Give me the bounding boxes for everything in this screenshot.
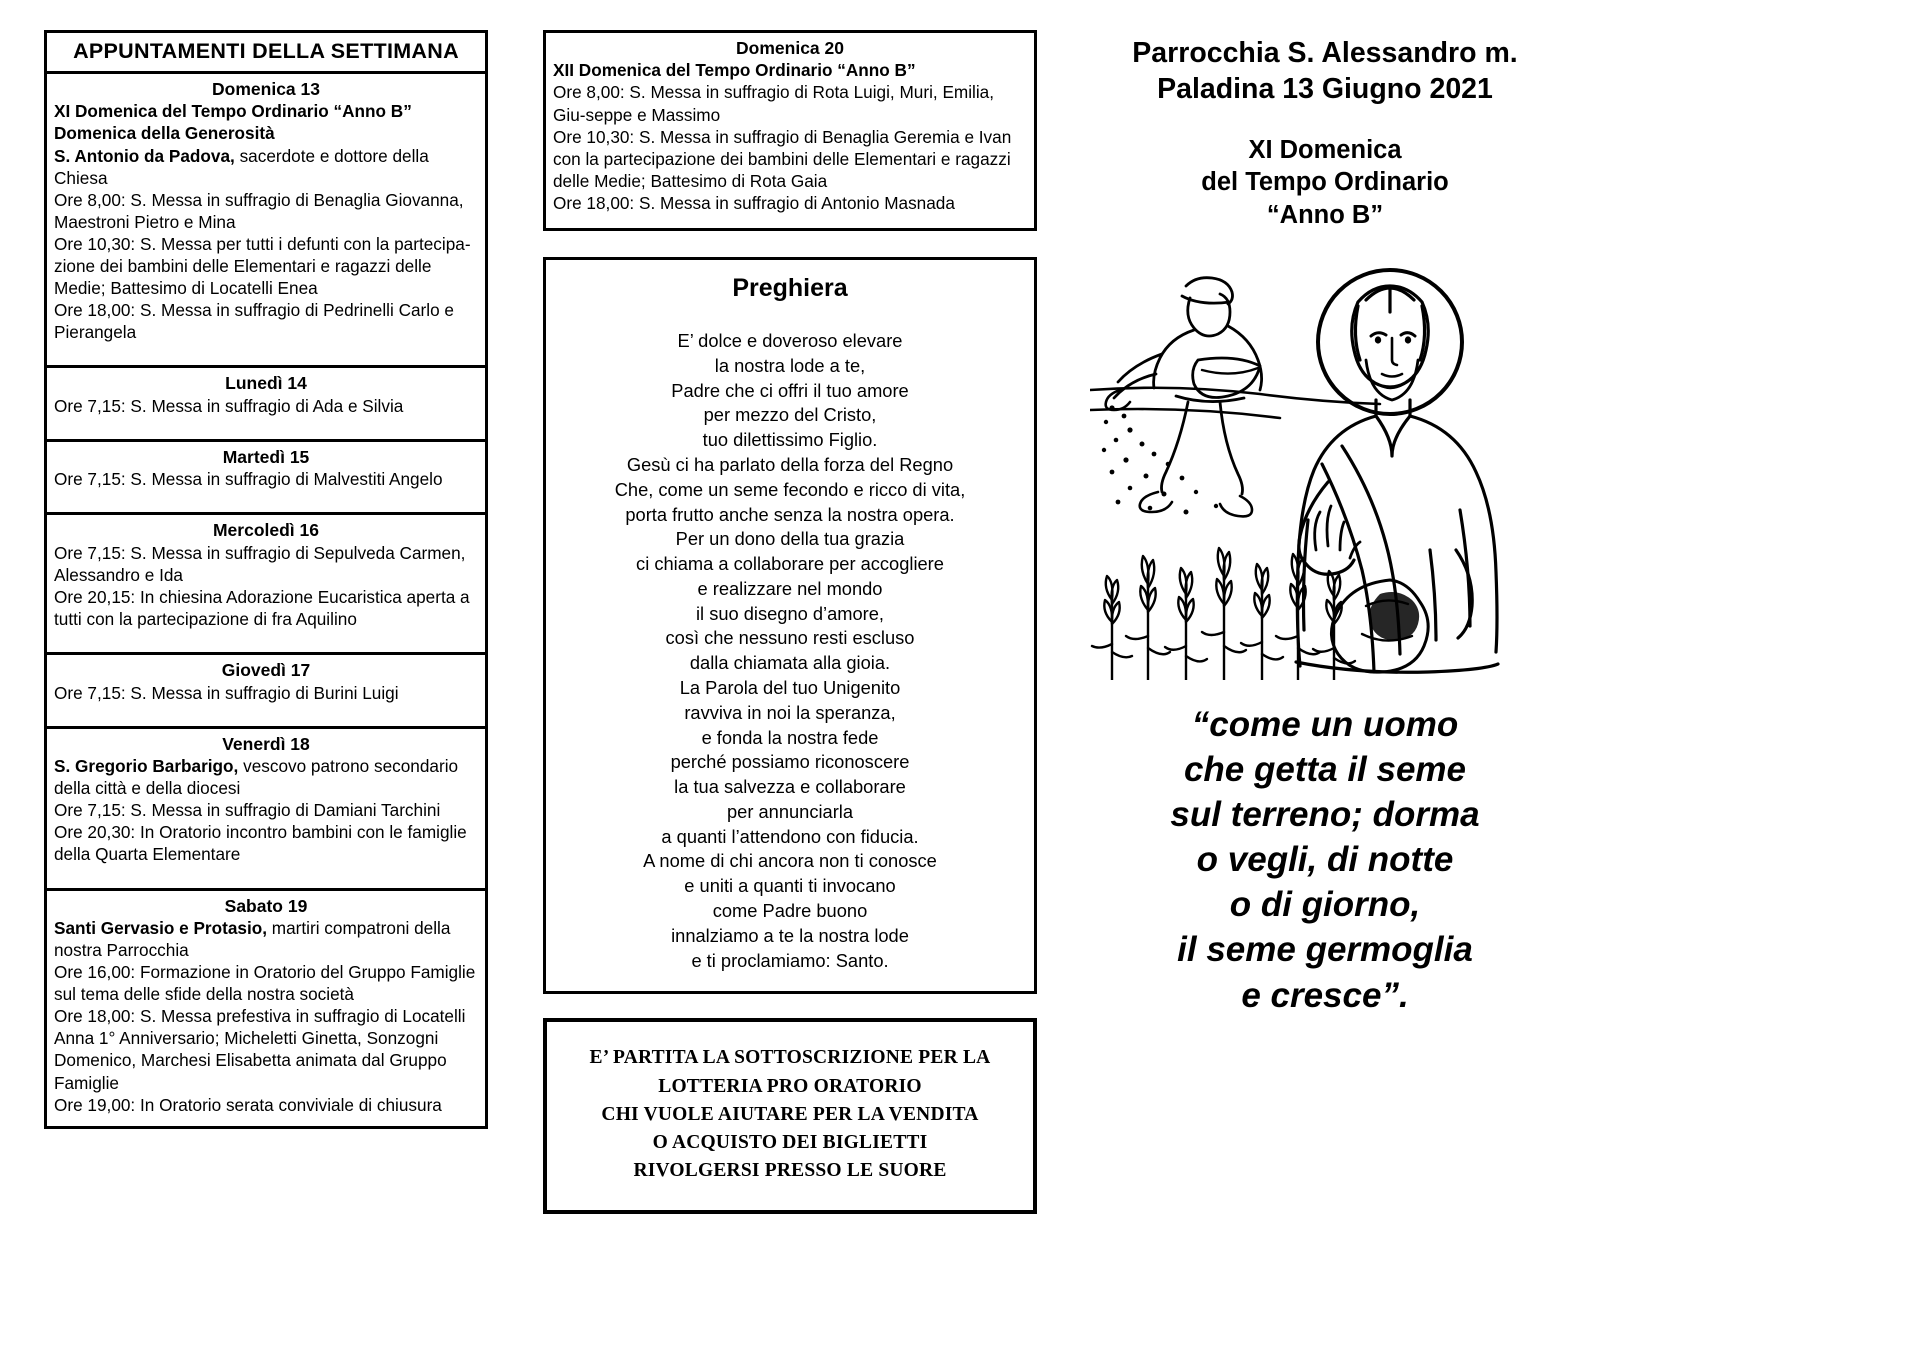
prayer-line: e ti proclamiamo: Santo.	[691, 949, 889, 971]
schedule-line: Ore 10,30: S. Messa per tutti i defunti con la partecipa-zione dei bambini delle Elementari e ragazzi delle Medie; Battesimo di Locatelli Enea	[54, 233, 471, 299]
next-sunday-name: Domenica 20	[736, 38, 844, 58]
schedule-day-block	[47, 655, 485, 728]
prayer-line: per annunciarla	[726, 800, 854, 822]
prayer-lines	[556, 329, 1024, 973]
sower-illustration	[1090, 250, 1560, 680]
schedule-line: Ore 18,00: S. Messa prefestiva in suffragio di Locatelli Anna 1° Anniversario; Micheletti Ginetta, Sonzogni Domenico, Marchesi Elisabetta animata dal Gruppo Famiglie	[54, 1006, 466, 1093]
prayer-line: per mezzo del Cristo,	[703, 404, 877, 426]
prayer-line: a quanti l’attendono con fiducia.	[661, 825, 919, 847]
quote-line: il seme germoglia	[1177, 930, 1473, 970]
schedule-day-name: Sabato 19	[224, 895, 308, 916]
sunday-title-line: del Tempo Ordinario	[1201, 168, 1449, 197]
schedule-days-container	[47, 74, 485, 1126]
schedule-line: Ore 10,30: S. Messa in suffragio di Benaglia Geremia e Ivan con la partecipazione dei bambini delle Elementari e ragazzi delle Medie; Battesimo di Rota Gaia	[553, 126, 1012, 191]
prayer-line: la nostra lode a te,	[714, 354, 866, 376]
gospel-quote	[1090, 702, 1560, 1018]
sunday-title-line: XI Domenica	[1248, 135, 1402, 164]
schedule-day-name: Venerdì 18	[222, 733, 310, 754]
saint-name: Santi Gervasio e Protasio,	[54, 917, 268, 938]
schedule-day-name: Domenica 13	[212, 79, 320, 99]
schedule-day-name: Martedì 15	[222, 446, 310, 467]
schedule-line: XII Domenica del Tempo Ordinario “Anno B”	[553, 60, 916, 81]
prayer-line: ravviva in noi la speranza,	[684, 701, 896, 723]
lottery-notice-lines	[555, 1044, 1025, 1185]
schedule-line: Ore 8,00: S. Messa in suffragio di Benaglia Giovanna, Maestroni Pietro e Mina	[54, 189, 464, 232]
parish-title	[1090, 36, 1560, 108]
saint-name: S. Gregorio Barbarigo,	[54, 756, 239, 777]
lottery-notice-line: LOTTERIA PRO ORATORIO	[658, 1075, 922, 1097]
prayer-line: perché possiamo riconoscere	[670, 751, 910, 773]
schedule-line: S. Antonio da Padova, sacerdote e dottore della Chiesa	[54, 145, 429, 188]
schedule-day-block	[47, 729, 485, 891]
prayer-line: tuo dilettissimo Figlio.	[702, 429, 878, 451]
prayer-line: e fonda la nostra fede	[701, 726, 879, 748]
schedule-line: S. Gregorio Barbarigo, vescovo patrono secondario della città e della diocesi	[54, 756, 459, 799]
weekly-schedule-column	[44, 30, 488, 1129]
quote-line: sul terreno; dorma	[1170, 794, 1480, 834]
prayer-line: e uniti a quanti ti invocano	[684, 875, 896, 897]
quote-line: e cresce”.	[1241, 975, 1409, 1015]
sower-illustration-svg	[1090, 250, 1560, 680]
parish-title-line: Parrocchia S. Alessandro m.	[1132, 37, 1518, 69]
schedule-day-block	[47, 891, 485, 1126]
center-column	[543, 30, 1037, 1214]
schedule-line: Domenica della Generosità	[54, 123, 275, 144]
lottery-notice-line: E’ PARTITA LA SOTTOSCRIZIONE PER LA	[589, 1047, 991, 1069]
lottery-notice-line: RIVOLGERSI PRESSO LE SUORE	[633, 1160, 947, 1182]
schedule-line: Ore 20,30: In Oratorio incontro bambini con le famiglie della Quarta Elementare	[54, 822, 467, 865]
prayer-line: ci chiama a collaborare per accogliere	[636, 553, 944, 575]
schedule-line: Ore 8,00: S. Messa in suffragio di Rota Luigi, Muri, Emilia, Giu-seppe e Massimo	[553, 82, 995, 125]
prayer-line: il suo disegno d’amore,	[696, 602, 884, 624]
schedule-line: Ore 7,15: S. Messa in suffragio di Burini Luigi	[54, 682, 399, 703]
schedule-line: Ore 18,00: S. Messa in suffragio di Pedrinelli Carlo e Pierangela	[54, 300, 454, 343]
weekly-schedule-box	[44, 30, 488, 1129]
sunday-title-line: “Anno B”	[1266, 201, 1384, 230]
prayer-box	[543, 257, 1037, 994]
prayer-line: porta frutto anche senza la nostra opera.	[625, 503, 955, 525]
schedule-day-block	[47, 368, 485, 441]
prayer-line: Per un dono della tua grazia	[675, 528, 905, 550]
schedule-line: Ore 19,00: In Oratorio serata conviviale di chiusura	[54, 1094, 442, 1115]
quote-line: o vegli, di notte	[1196, 840, 1454, 880]
prayer-line: Gesù ci ha parlato della forza del Regno	[626, 453, 954, 475]
parish-title-line: Paladina 13 Giugno 2021	[1157, 72, 1493, 105]
lottery-notice-box	[543, 1018, 1037, 1213]
prayer-line: come Padre buono	[712, 900, 868, 922]
prayer-title: Preghiera	[732, 274, 848, 303]
saint-name: S. Antonio da Padova,	[54, 145, 235, 166]
quote-line: che getta il seme	[1183, 749, 1467, 789]
prayer-line: Che, come un seme fecondo e ricco di vita,	[614, 478, 966, 500]
schedule-day-block	[47, 515, 485, 655]
prayer-line: E’ dolce e doveroso elevare	[677, 330, 903, 352]
prayer-line: Padre che ci offri il tuo amore	[671, 379, 909, 401]
schedule-day-block	[47, 442, 485, 515]
header-column	[1090, 36, 1560, 1018]
schedule-day-name: Giovedì 17	[221, 660, 311, 681]
quote-line: o di giorno,	[1229, 885, 1421, 925]
prayer-line: dalla chiamata alla gioia.	[689, 652, 891, 674]
schedule-line: Ore 7,15: S. Messa in suffragio di Damiani Tarchini	[54, 800, 441, 821]
schedule-title: APPUNTAMENTI DELLA SETTIMANA	[47, 33, 485, 74]
schedule-line: Ore 18,00: S. Messa in suffragio di Antonio Masnada	[553, 192, 955, 213]
prayer-line: la tua salvezza e collaborare	[674, 776, 906, 798]
schedule-day-block	[47, 74, 485, 368]
sunday-title	[1090, 134, 1560, 232]
quote-line: “come un uomo	[1191, 704, 1459, 744]
schedule-line: Ore 20,15: In chiesina Adorazione Eucaristica aperta a tutti con la partecipazione di fra Aquilino	[54, 586, 470, 630]
schedule-line: Ore 7,15: S. Messa in suffragio di Sepulveda Carmen, Alessandro e Ida	[54, 542, 466, 585]
prayer-line: A nome di chi ancora non ti conosce	[643, 850, 937, 872]
schedule-line: Ore 7,15: S. Messa in suffragio di Ada e Silvia	[54, 395, 404, 416]
schedule-day-name: Mercoledì 16	[212, 520, 320, 541]
next-sunday-lines	[553, 59, 1027, 214]
schedule-line: XI Domenica del Tempo Ordinario “Anno B”	[54, 101, 412, 122]
lottery-notice-line: O ACQUISTO DEI BIGLIETTI	[652, 1132, 928, 1154]
prayer-line: innalziamo a te la nostra lode	[671, 924, 909, 946]
next-sunday-box	[543, 30, 1037, 231]
prayer-line: La Parola del tuo Unigenito	[679, 676, 901, 698]
prayer-line: così che nessuno resti escluso	[665, 627, 915, 649]
lottery-notice-line: CHI VUOLE AIUTARE PER LA VENDITA	[601, 1103, 979, 1125]
prayer-line: e realizzare nel mondo	[697, 577, 883, 599]
schedule-day-name: Lunedì 14	[225, 373, 307, 394]
schedule-line: Ore 7,15: S. Messa in suffragio di Malvestiti Angelo	[54, 469, 443, 490]
schedule-line: Ore 16,00: Formazione in Oratorio del Gruppo Famiglie sul tema delle sfide della nostra società	[54, 962, 476, 1005]
schedule-line: Santi Gervasio e Protasio, martiri compatroni della nostra Parrocchia	[54, 917, 451, 960]
